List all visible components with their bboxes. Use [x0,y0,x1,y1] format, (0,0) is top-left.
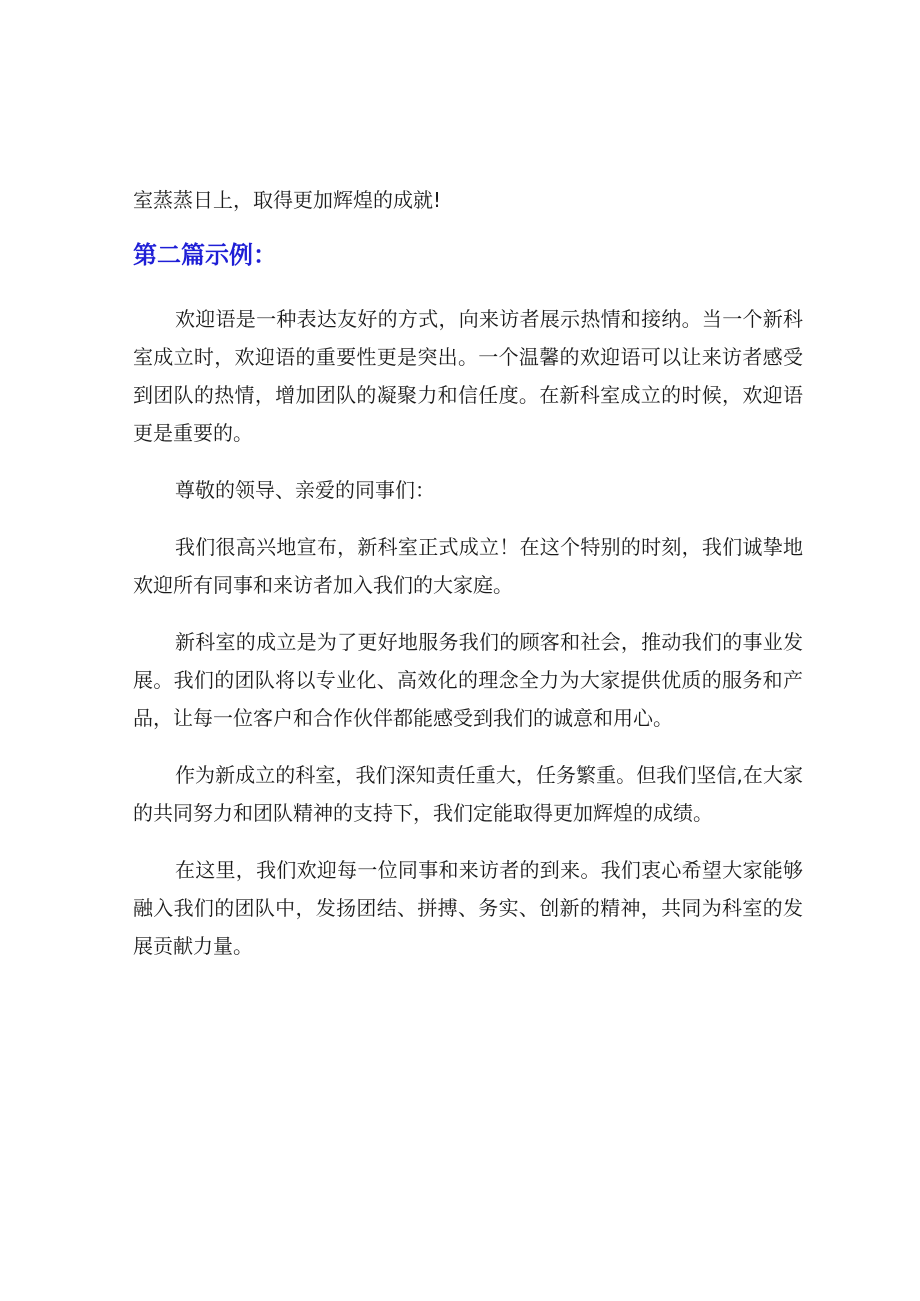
paragraph-salutation: 尊敬的领导、亲爱的同事们： [175,478,435,502]
section-heading: 第二篇示例： [133,241,277,269]
continuation-line: 室蒸蒸日上，取得更加辉煌的成就! [133,188,442,212]
paragraph-announcement: 我们很高兴地宣布，新科室正式成立！在这个特别的时刻，我们诚挚地欢迎所有同事和来访者加入我们的大家庭。 [133,535,803,597]
document-body [133,181,803,984]
paragraph-welcome: 在这里，我们欢迎每一位同事和来访者的到来。我们衷心希望大家能够融入我们的团队中，发扬团结、拼搏、务实、创新的精神，共同为科室的发展贡献力量。 [133,858,803,958]
paragraph-intro: 欢迎语是一种表达友好的方式，向来访者展示热情和接纳。当一个新科室成立时，欢迎语的重要性更是突出。一个温馨的欢迎语可以让来访者感受到团队的热情，增加团队的凝聚力和信任度。在新科室成立的时候，欢迎语更是重要的。 [133,307,803,445]
paragraph-commitment: 作为新成立的科室，我们深知责任重大，任务繁重。但我们坚信,在大家的共同努力和团队精神的支持下，我们定能取得更加辉煌的成绩。 [133,763,803,825]
paragraph-purpose: 新科室的成立是为了更好地服务我们的顾客和社会，推动我们的事业发展。我们的团队将以专业化、高效化的理念全力为大家提供优质的服务和产品，让每一位客户和合作伙伴都能感受到我们的诚意和用心。 [133,630,803,730]
